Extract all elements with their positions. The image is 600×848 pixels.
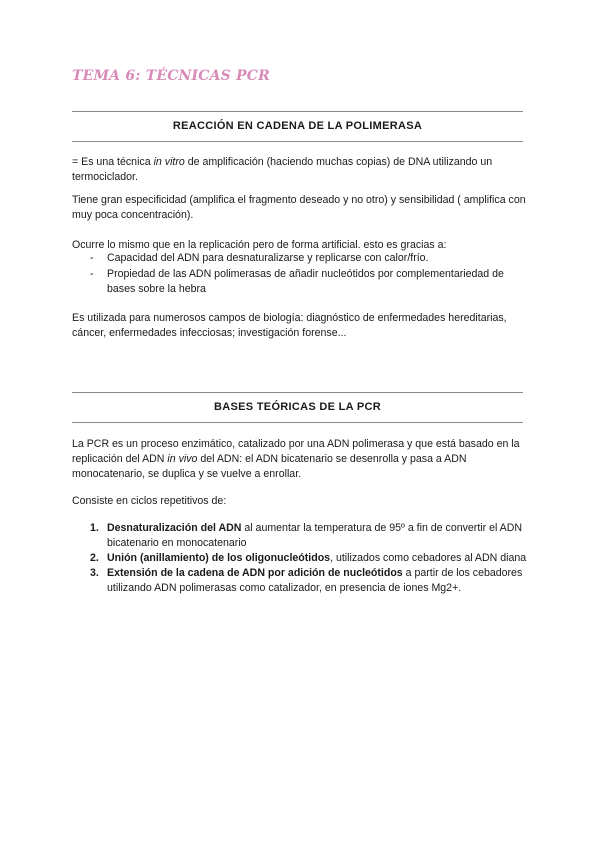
emphasis: in vivo — [167, 453, 198, 465]
list-number: 2. — [90, 552, 99, 564]
paragraph: Es utilizada para numerosos campos de biología: diagnóstico de enfermedades hereditarias, cáncer, enfermedades infecciosas; investigación forense... — [72, 312, 507, 339]
paragraph: Consiste en ciclos repetitivos de: — [72, 495, 227, 507]
dash-marker: - — [90, 252, 94, 264]
list-item: - Propiedad de las ADN polimerasas de añadir nucleótidos por complementariedad de bases sobre la hebra — [90, 268, 504, 295]
bullet-list — [72, 251, 527, 298]
section-top-rule — [72, 392, 523, 393]
numbered-list — [72, 521, 527, 596]
list-number: 3. — [90, 567, 99, 579]
section-heading: REACCIÓN EN CADENA DE LA POLIMERASA — [172, 120, 423, 132]
list-item: 2. Unión (anillamiento) de los oligonucleótidos, utilizados como cebadores al ADN diana — [90, 552, 527, 564]
dash-marker: - — [90, 268, 94, 280]
list-number: 1. — [90, 522, 99, 534]
paragraph: = Es una técnica in vitro de amplificación (haciendo muchas copias) de DNA utilizando un termociclador. — [72, 156, 493, 183]
paragraph: Tiene gran especificidad (amplifica el fragmento deseado y no otro) y sensibilidad ( amplifica con muy poca concentración). — [72, 194, 526, 221]
section-heading: BASES TEÓRICAS DE LA PCR — [214, 401, 381, 413]
list-item: 1. Desnaturalización del ADN al aumentar la temperatura de 95º a fin de convertir el ADN bicatenario en monocatenario — [90, 522, 523, 549]
list-item: 3. Extensión de la cadena de ADN por adición de nucleótidos a partir de los cebadores utilizando ADN polimerasas como catalizador, en presencia de iones Mg2+. — [90, 567, 523, 594]
emphasis: in vitro — [153, 156, 185, 168]
paragraph: La PCR es un proceso enzimático, catalizado por una ADN polimerasa y que está basado en la replicación del ADN in vivo del ADN: el ADN bicatenario se desenrolla y pasa a ADN monocatenario, se duplica y se vuelve a enrollar. — [72, 438, 520, 480]
section-top-rule — [72, 111, 523, 112]
page-title: TEMA 6: TÉCNICAS PCR — [72, 68, 270, 84]
section-bottom-rule — [72, 422, 523, 423]
section-bottom-rule — [72, 141, 523, 142]
list-item: - Capacidad del ADN para desnaturalizarse y replicarse con calor/frío. — [90, 252, 429, 264]
paragraph: Ocurre lo mismo que en la replicación pero de forma artificial. esto es gracias a: — [72, 239, 447, 251]
